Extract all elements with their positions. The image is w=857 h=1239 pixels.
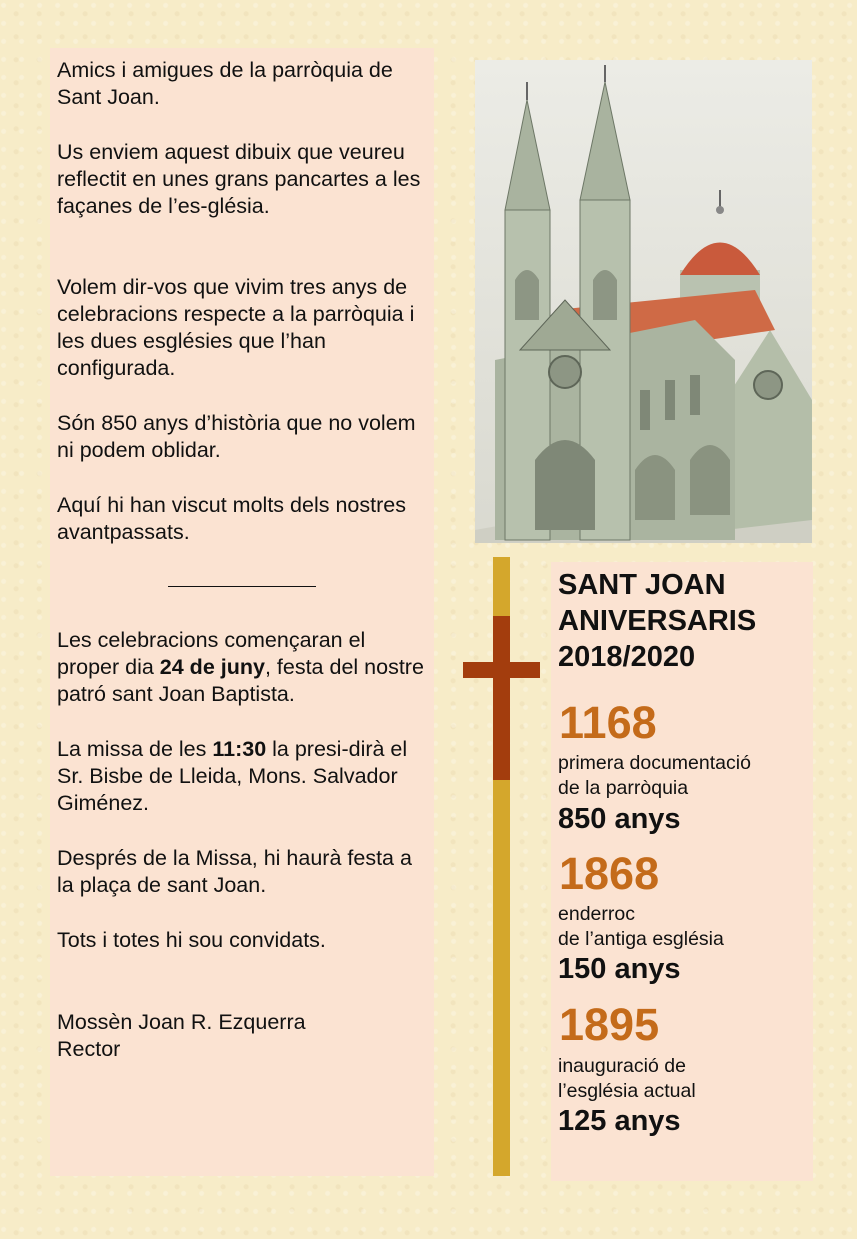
letter-paragraph-mass: La missa de les 11:30 la presi-dirà el Sr. Bisbe de Lleida, Mons. Salvador Giménez. (57, 737, 408, 815)
event-year: 1895 (559, 999, 660, 1050)
time-highlight: 11:30 (212, 737, 267, 761)
signature-role: Rector (57, 1037, 121, 1061)
event-anniversary-years: 850 anys (558, 803, 681, 835)
event-description-line2: de l’antiga església (558, 928, 724, 950)
letter-paragraph-history: Són 850 anys d’història que no volem ni podem oblidar. (57, 411, 416, 462)
letter-paragraph-start-date: Les celebracions començaran el proper dia 24 de juny, festa del nostre patró sant Joan Baptista. (57, 628, 424, 706)
anniversary-title-line2: ANIVERSARIS (558, 605, 757, 637)
letter-paragraph-drawing: Us enviem aquest dibuix que veureu reflectit en unes grans pancartes a les façanes de l’es-glésia. (57, 140, 421, 218)
letter-paragraph-invitation: Tots i totes hi sou convidats. (57, 928, 326, 952)
event-description-line2: l’església actual (558, 1080, 696, 1102)
signature-name: Mossèn Joan R. Ezquerra (57, 1010, 306, 1034)
letter-paragraph-celebrations: Volem dir-vos que vivim tres anys de celebracions respecte a la parròquia i les dues esglésies que l’han configurada. (57, 275, 415, 380)
letter-paragraph-party: Després de la Missa, hi haurà festa a la plaça de sant Joan. (57, 846, 412, 897)
church-illustration (475, 60, 812, 543)
event-description-line1: inauguració de (558, 1055, 686, 1077)
divider-line (168, 586, 316, 587)
anniversary-title-line1: SANT JOAN (558, 569, 726, 601)
cross-crossbar (463, 662, 540, 678)
cross-stem-top (493, 557, 510, 616)
event-anniversary-years: 150 anys (558, 953, 681, 985)
event-year: 1168 (559, 697, 657, 748)
cross-stem-bottom (493, 780, 510, 1176)
letter-paragraph-ancestors: Aquí hi han viscut molts dels nostres avantpassats. (57, 493, 406, 544)
date-highlight: 24 de juny (159, 655, 265, 679)
event-description-line2: de la parròquia (558, 777, 689, 799)
event-description-line1: enderroc (558, 903, 635, 925)
event-description-line1: primera documentació (558, 752, 751, 774)
anniversary-title-years: 2018/2020 (558, 641, 696, 673)
cross-stem-center (493, 616, 510, 780)
event-year: 1868 (559, 848, 660, 899)
event-anniversary-years: 125 anys (558, 1105, 681, 1137)
letter-greeting: Amics i amigues de la parròquia de Sant Joan. (57, 58, 393, 109)
